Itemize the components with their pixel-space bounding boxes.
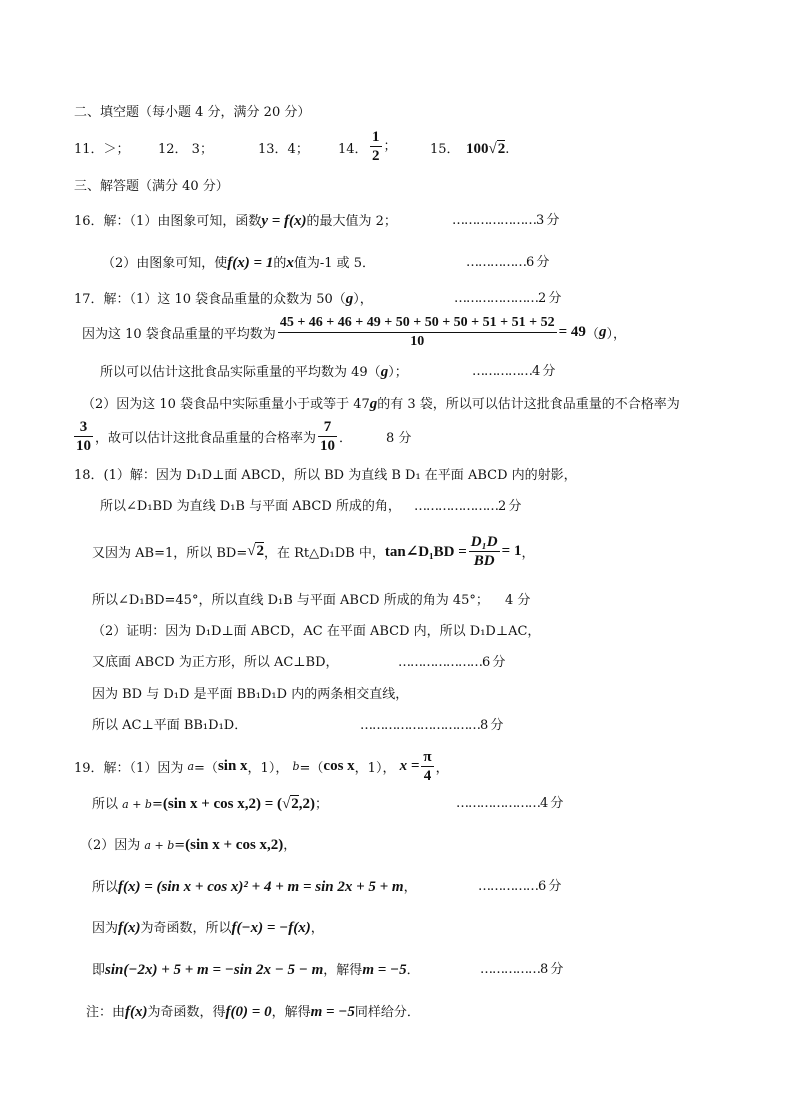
q19-line4: 所以f(x) = (sin x + cos x)² + 4 + m = sin 2x + 5 + m， [92,879,417,895]
q17-rates-score: 8 分 [386,431,412,446]
answer-15-label: 15． [430,142,460,157]
q19-line3: （2）因为 a + b=(sin x + cos x,2)， [80,837,297,853]
q19-note: 注：由f(x)为奇函数，得f(0) = 0，解得m = −5同样给分． [86,1004,420,1020]
q18-line2: 所以∠D₁BD 为直线 D₁B 与平面 ABCD 所成的角， [100,499,401,514]
q16-part1-score: …………………3 分 [452,213,559,228]
q16-part2-score: ……………6 分 [466,255,549,270]
q17-rates: $\frac{3}{10}$ ，故可以估计这批食品重量的合格率为 $\frac{7}{10}$ ． [76,419,353,454]
section-2-heading: 二、填空题（每小题 4 分，满分 20 分） [74,105,311,120]
answer-12: 12． 3； [158,142,213,157]
answer-13: 13．4； [258,142,309,157]
q17-estimate-score: ……………4 分 [472,364,555,379]
answer-15: 100√2. [466,141,510,157]
fraction: $\frac{3}{10}$ [76,419,91,454]
q18-line4-score: 4 分 [505,593,531,608]
q18-line5: （2）证明：因为 D₁D⊥面 ABCD，AC 在平面 ABCD 内，所以 D₁D⊥AC， [92,624,541,639]
q18-line1: 18．(1）解：因为 D₁D⊥面 ABCD，所以 BD 为直线 B D₁ 在平面 ABCD 内的射影， [74,468,577,483]
q17-part1: 17．解：（1）这 10 袋食品重量的众数为 50（g）， [74,291,373,307]
section-3-heading: 三、解答题（满分 40 分） [74,179,229,194]
q16-part1: 16．解：（1）由图象可知，函数y = f(x)的最大值为 2； [74,213,397,229]
q18-line2-score: …………………2 分 [414,499,521,514]
answer-11: 11．＞； [74,142,130,157]
q18-line6-score: …………………6 分 [398,655,505,670]
q18-line8-score: …………………………8 分 [360,718,503,733]
answer-14: $\frac{1}{2}$ ； [372,129,397,164]
q17-estimate: 所以可以估计这批食品实际重量的平均数为 49（g）； [100,364,408,380]
average-fraction: $\frac{45 + 46 + 46 + 49 + 50 + 50 + 50 + 51 + 51 + 52}{10}$ [279,315,555,349]
q17-average: 因为这 10 袋食品重量的平均数为 $\frac{45 + 46 + 46 + 49 + 50 + 50 + 50 + 51 + 51 + 52}{10}$ = 49（g）， [82,315,626,349]
fraction: $\frac{\text{D₁D}}{BD}$ [470,534,498,569]
q19-line5: 因为f(x)为奇函数，所以f(−x) = −f(x)， [92,920,324,936]
q19-line4-score: ……………6 分 [478,879,561,894]
q19-line2: 所以 a + b=(sin x + cos x,2) = (√2,2)； [92,796,329,812]
fraction: $\frac{7}{10}$ [320,419,336,454]
q17-part1-score: …………………2 分 [454,291,561,306]
q19-line2-score: …………………4 分 [456,796,563,811]
q18-line4: 所以∠D₁BD=45°，所以直线 D₁B 与平面 ABCD 所成的角为 45°； [92,593,489,608]
q19-line6-score: ……………8 分 [480,962,563,977]
q19-line1: 19．解：（1）因为 a=（sin x，1）， b=（cos x，1）， x = $\frac{\pi}{4}$ ， [74,749,449,784]
q18-line3: 又因为 AB=1，所以 BD=√2，在 Rt△D₁DB 中，tan∠D₁BD = $\frac{\text{D₁D}}{BD}$ = 1， [92,534,535,569]
q16-part2: （2）由图象可知，使f(x) = 1的x值为-1 或 5． [102,255,376,271]
fraction: $\frac{\pi}{4}$ [423,749,432,784]
q18-line6: 又底面 ABCD 为正方形，所以 AC⊥BD， [92,655,339,670]
q18-line8: 所以 AC⊥平面 BB₁D₁D． [92,718,248,733]
answer-14-label: 14． [338,142,368,157]
q17-part2: （2）因为这 10 袋食品中实际重量小于或等于 47g的有 3 袋，所以可以估计这批食品重量的不合格率为 [82,396,680,412]
q19-line6: 即sin(−2x) + 5 + m = −sin 2x − 5 − m，解得m = −5． [92,962,420,978]
q18-line7: 因为 BD 与 D₁D 是平面 BB₁D₁D 内的两条相交直线， [92,687,409,702]
fraction: $\frac{1}{2}$ [372,129,380,164]
